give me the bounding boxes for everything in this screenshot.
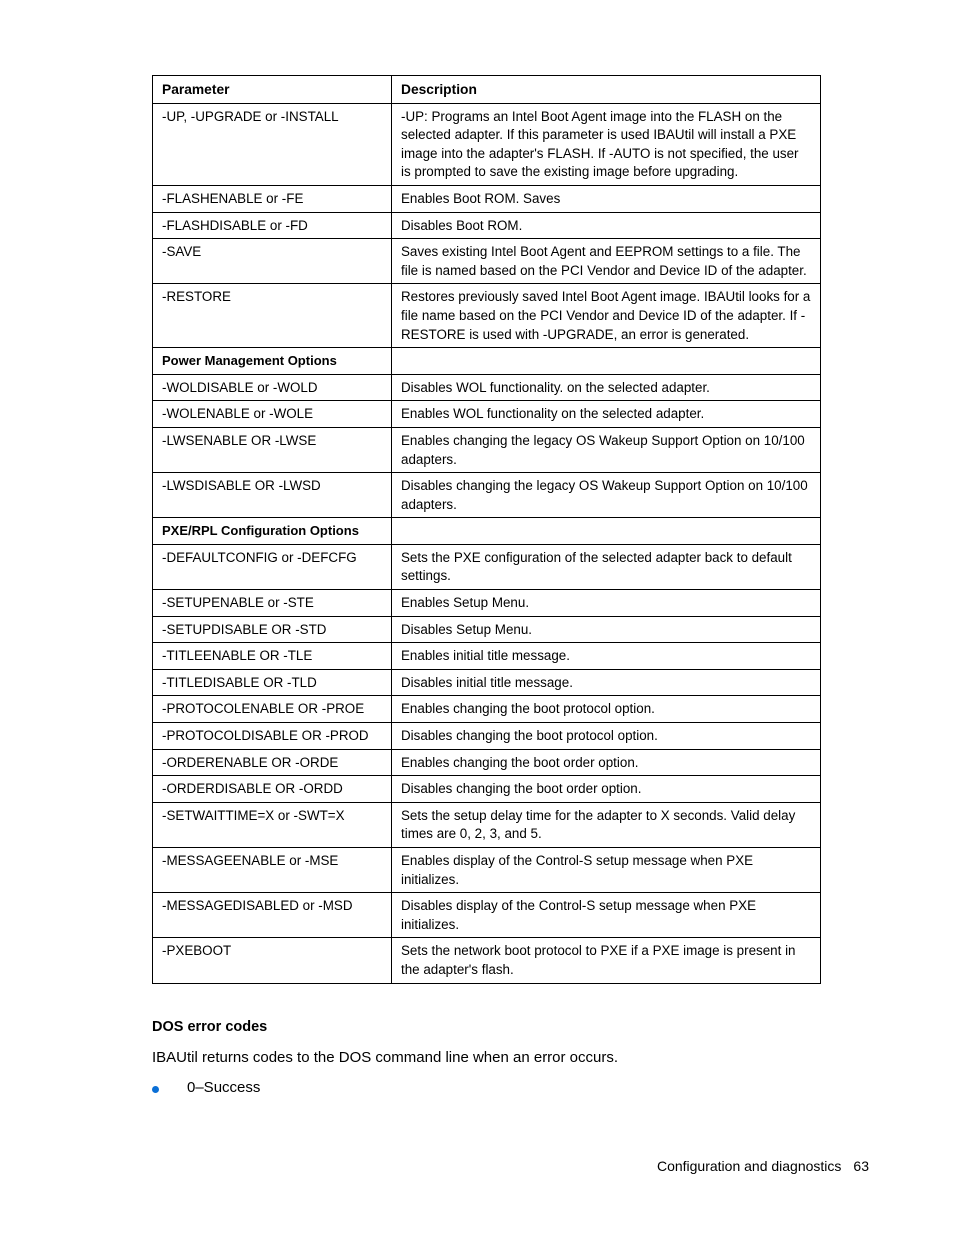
parameter-cell: -FLASHENABLE or -FE <box>153 185 392 212</box>
table-row <box>153 427 821 472</box>
description-cell: Disables display of the Control-S setup message when PXE initializes. <box>392 893 821 938</box>
description-cell: Enables Setup Menu. <box>392 590 821 617</box>
table-row <box>153 212 821 239</box>
parameter-cell: -TITLEDISABLE OR -TLD <box>153 669 392 696</box>
table-section-row <box>153 348 821 375</box>
table-row <box>153 723 821 750</box>
description-cell: Disables initial title message. <box>392 669 821 696</box>
parameter-cell: -SAVE <box>153 239 392 284</box>
column-header-parameter: Parameter <box>153 76 392 104</box>
table-row <box>153 590 821 617</box>
page-number: 63 <box>853 1158 869 1174</box>
parameter-cell: -UP, -UPGRADE or -INSTALL <box>153 103 392 185</box>
parameters-table <box>152 75 821 984</box>
description-cell: Enables changing the legacy OS Wakeup Support Option on 10/100 adapters. <box>392 427 821 472</box>
table-row <box>153 893 821 938</box>
table-row <box>153 544 821 589</box>
table-row <box>153 284 821 348</box>
parameter-cell: -LWSDISABLE OR -LWSD <box>153 473 392 518</box>
table-section-row <box>153 518 821 545</box>
description-cell: Saves existing Intel Boot Agent and EEPROM settings to a file. The file is named based on the PCI Vendor and Device ID of the adapter. <box>392 239 821 284</box>
bullet-text: 0–Success <box>187 1079 261 1096</box>
parameter-cell: -SETWAITTIME=X or -SWT=X <box>153 802 392 847</box>
description-cell: Sets the PXE configuration of the selected adapter back to default settings. <box>392 544 821 589</box>
description-cell: Enables changing the boot order option. <box>392 749 821 776</box>
description-cell: Disables Setup Menu. <box>392 616 821 643</box>
table-row <box>153 185 821 212</box>
parameter-cell: -PROTOCOLENABLE OR -PROE <box>153 696 392 723</box>
section-empty-cell <box>392 348 821 375</box>
description-cell: Disables changing the legacy OS Wakeup Support Option on 10/100 adapters. <box>392 473 821 518</box>
table-row <box>153 473 821 518</box>
description-cell: Enables changing the boot protocol option. <box>392 696 821 723</box>
description-cell: Sets the setup delay time for the adapter to X seconds. Valid delay times are 0, 2, 3, and 5. <box>392 802 821 847</box>
parameter-cell: -PXEBOOT <box>153 938 392 983</box>
parameter-cell: -LWSENABLE OR -LWSE <box>153 427 392 472</box>
page-footer <box>657 1158 869 1174</box>
description-cell: -UP: Programs an Intel Boot Agent image into the FLASH on the selected adapter. If this parameter is used IBAUtil will install a PXE image into the adapter's FLASH. If -AUTO is not specified, the user is prompted to save the existing image before upgrading. <box>392 103 821 185</box>
parameter-cell: -WOLENABLE or -WOLE <box>153 401 392 428</box>
table-body <box>153 103 821 983</box>
parameter-cell: -PROTOCOLDISABLE OR -PROD <box>153 723 392 750</box>
parameter-cell: -TITLEENABLE OR -TLE <box>153 643 392 670</box>
parameter-cell: -ORDERENABLE OR -ORDE <box>153 749 392 776</box>
parameter-cell: -MESSAGEENABLE or -MSE <box>153 848 392 893</box>
footer-title: Configuration and diagnostics <box>656 1158 842 1174</box>
description-cell: Sets the network boot protocol to PXE if a PXE image is present in the adapter's flash. <box>392 938 821 983</box>
table-row <box>153 401 821 428</box>
table-header-row <box>153 76 821 104</box>
body-paragraph: IBAUtil returns codes to the DOS command line when an error occurs. <box>152 1049 619 1066</box>
parameter-cell: -WOLDISABLE or -WOLD <box>153 374 392 401</box>
table-row <box>153 802 821 847</box>
table-row <box>153 848 821 893</box>
description-cell: Enables Boot ROM. Saves <box>392 185 821 212</box>
description-cell: Enables display of the Control-S setup message when PXE initializes. <box>392 848 821 893</box>
section-label: PXE/RPL Configuration Options <box>153 518 392 545</box>
table-row <box>153 239 821 284</box>
description-cell: Disables changing the boot order option. <box>392 776 821 803</box>
parameter-cell: -RESTORE <box>153 284 392 348</box>
description-cell: Disables Boot ROM. <box>392 212 821 239</box>
table-row <box>153 669 821 696</box>
parameter-cell: -MESSAGEDISABLED or -MSD <box>153 893 392 938</box>
table-row <box>153 776 821 803</box>
table-row <box>153 374 821 401</box>
bullet-icon <box>152 1086 159 1093</box>
table-row <box>153 938 821 983</box>
parameter-cell: -ORDERDISABLE OR -ORDD <box>153 776 392 803</box>
description-cell: Enables WOL functionality on the selected adapter. <box>392 401 821 428</box>
description-cell: Restores previously saved Intel Boot Agent image. IBAUtil looks for a file name based on the PCI Vendor and Device ID of the adapter. If -RESTORE is used with -UPGRADE, an error is generated. <box>392 284 821 348</box>
table-row <box>153 616 821 643</box>
parameter-cell: -SETUPENABLE or -STE <box>153 590 392 617</box>
parameter-cell: -DEFAULTCONFIG or -DEFCFG <box>153 544 392 589</box>
section-empty-cell <box>392 518 821 545</box>
table-row <box>153 696 821 723</box>
column-header-description: Description <box>392 76 821 104</box>
parameter-cell: -SETUPDISABLE OR -STD <box>153 616 392 643</box>
description-cell: Enables initial title message. <box>392 643 821 670</box>
section-label: Power Management Options <box>153 348 392 375</box>
description-cell: Disables WOL functionality. on the selected adapter. <box>392 374 821 401</box>
description-cell: Disables changing the boot protocol option. <box>392 723 821 750</box>
table-row <box>153 749 821 776</box>
parameter-cell: -FLASHDISABLE or -FD <box>153 212 392 239</box>
table-row <box>153 643 821 670</box>
table-row <box>153 103 821 185</box>
section-heading: DOS error codes <box>152 1019 268 1035</box>
